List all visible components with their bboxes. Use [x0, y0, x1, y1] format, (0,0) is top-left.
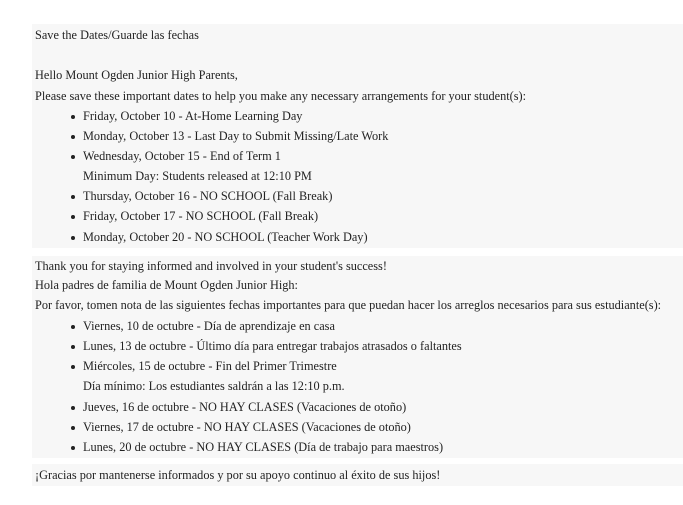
spanish-date-item: Lunes, 20 de octubre - NO HAY CLASES (Día de trabajo para maestros) — [83, 440, 444, 454]
english-greeting: Hello Mount Ogden Junior High Parents, — [35, 68, 238, 82]
spanish-intro: Por favor, tomen nota de las siguientes fechas importantes para que puedan hacer los arreglos necesarios para sus estudiante(s): — [35, 298, 662, 312]
spanish-date-item: Viernes, 10 de octubre - Día de aprendizaje en casa — [83, 319, 335, 333]
spanish-closing: ¡Gracias por mantenerse informados y por su apoyo continuo al éxito de sus hijos! — [35, 468, 441, 482]
spanish-date-item: Viernes, 17 de octubre - NO HAY CLASES (Vacaciones de otoño) — [83, 420, 411, 434]
english-term-note: Minimum Day: Students released at 12:10 PM — [83, 169, 312, 183]
email-subject: Save the Dates/Guarde las fechas — [35, 28, 199, 42]
english-date-item: Friday, October 17 - NO SCHOOL (Fall Break) — [83, 209, 319, 223]
english-date-item: Friday, October 10 - At-Home Learning Day — [83, 109, 303, 123]
spanish-date-item: Jueves, 16 de octubre - NO HAY CLASES (Vacaciones de otoño) — [83, 400, 407, 414]
english-date-item: Monday, October 20 - NO SCHOOL (Teacher Work Day) — [83, 230, 368, 244]
spanish-greeting: Hola padres de familia de Mount Ogden Junior High: — [35, 278, 298, 292]
english-date-item: Wednesday, October 15 - End of Term 1 — [83, 149, 281, 163]
english-intro: Please save these important dates to help you make any necessary arrangements for your student(s): — [35, 89, 527, 103]
spanish-term-note: Día mínimo: Los estudiantes saldrán a las 12:10 p.m. — [83, 379, 345, 393]
english-date-item: Thursday, October 16 - NO SCHOOL (Fall Break) — [83, 189, 333, 203]
english-closing: Thank you for staying informed and involved in your student's success! — [35, 259, 387, 273]
spanish-date-item: Lunes, 13 de octubre - Último día para entregar trabajos atrasados o faltantes — [83, 339, 462, 353]
spanish-date-item: Miércoles, 15 de octubre - Fin del Primer Trimestre — [83, 359, 337, 373]
english-date-item: Monday, October 13 - Last Day to Submit Missing/Late Work — [83, 129, 389, 143]
